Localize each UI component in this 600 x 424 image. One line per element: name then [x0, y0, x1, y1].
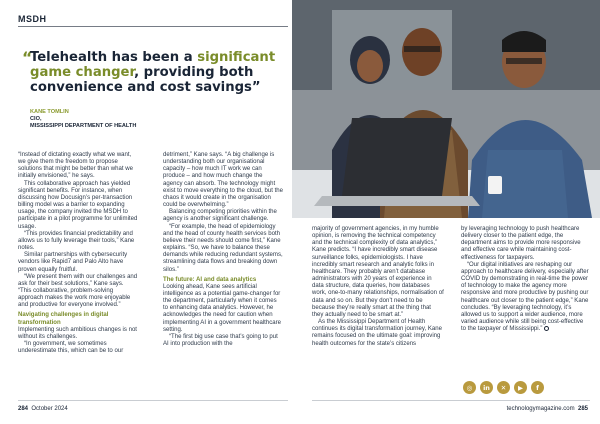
footer-rule-left [18, 400, 288, 401]
social-links [463, 381, 544, 394]
footer-left [18, 406, 68, 412]
paragraph: Implementing such ambitious changes is not without its challenges. [18, 326, 137, 340]
footer-rule-right [312, 400, 590, 401]
paragraph: “The first big use case that’s going to put AI into production with the [163, 333, 278, 348]
body-column-2 [163, 152, 283, 348]
paragraph: Balancing competing priorities within the agency is another significant challenge. [163, 209, 277, 223]
paragraph: detriment,” Kane says. “A big challenge is understanding both our organisational capacity – how much IT work we can produce – and how much change the agency can absorb. The technology might exist to move everything to the cloud, but the chaos it would create in the organisation could be overwhelming.” [163, 152, 283, 209]
quote-mark: “ [22, 48, 33, 67]
pull-quote-end: , providing both convenience and cost savings” [30, 65, 261, 96]
pull-quote-start: Telehealth has been a [30, 50, 198, 65]
section-rule [18, 26, 288, 27]
footer-right [507, 406, 588, 412]
paragraph: As the Mississippi Department of Health continues its digital transformation journey, Kane remains focused on the ultimate goal: improving health outcomes for the state’s citizens [312, 319, 442, 347]
pull-quote-highlight: significant game changer [30, 50, 276, 81]
pull-quote [30, 50, 290, 96]
page-number-left: 284 [18, 406, 29, 412]
attribution-name: KANE TOMLIN [30, 109, 69, 115]
x-icon[interactable]: ✕ [497, 381, 510, 394]
paragraph: This collaborative approach has yielded significant benefits. For instance, when discussing how Docusign’s per-transaction billing model was a barrier to expanding usage, the company invited the MSDH to participate in a pilot programme for unlimited usage. [18, 180, 138, 230]
globe-icon[interactable]: ◎ [463, 381, 476, 394]
body-column-1 [18, 152, 138, 355]
paragraph: “Our digital initiatives are reshaping our approach to healthcare delivery, especially after COVID by demonstrating in real-time the power of technology to make the agency more responsive and more productive by pushing our healthcare out closer to the patient edge,” Kane concludes. “By leveraging technology, it’s allowed us to support a wider audience, more varied audience while still being cost-effective to the taxpayer of Mississippi.” [461, 261, 589, 333]
body-column-3 [312, 226, 444, 348]
section-label: MSDH [18, 14, 47, 24]
paragraph: “For example, the head of epidemiology and the head of county health services both believe their needs should come first,” Kane explains. “So, we have to balance these demands while reducing redundant systems, streamlining data flows and breaking down silos.” [163, 223, 283, 273]
body-column-4 [461, 226, 589, 333]
facebook-icon[interactable]: f [531, 381, 544, 394]
end-of-article-icon [544, 326, 549, 331]
paragraph: majority of government agencies, in my humble opinion, is removing the technical competency and the technical complexity of data analytics,” Kane predicts. “I have incredibly smart disease surveillance folks, epidemiologists. I have incredibly smart research and analytic folks in healthcare. They probably aren’t database administrators with 20 years of experience in data structure, data queries, how databases work, one-to-many relationships, normalisation of data and so on. But they don’t need to be because they’re really smart at the thing that they actually need to be smart at.” [312, 226, 444, 318]
attribution-title: CIO, [30, 116, 42, 123]
quote-attribution [30, 109, 136, 131]
attribution-org: MISSISSIPPI DEPARTMENT OF HEALTH [30, 123, 137, 130]
feature-photo [292, 0, 600, 218]
linkedin-icon[interactable]: in [480, 381, 493, 394]
paragraph: Looking ahead, Kane sees artificial intelligence as a potential game-changer for the department, particularly when it comes to enhancing data analytics. However, he acknowledges the need for caution when implementing AI in a government healthcare setting. [163, 283, 281, 333]
subheading-challenges: Navigating challenges in digital transformation [18, 312, 109, 326]
paragraph: “In government, we sometimes underestimate this, which can be to our [18, 341, 124, 355]
site-url[interactable]: technologymagazine.com [506, 406, 575, 412]
page-number-right: 285 [577, 406, 588, 412]
subheading-future: The future: AI and data analytics [163, 276, 257, 283]
issue-date: October 2024 [31, 406, 68, 412]
paragraph: by leveraging technology to push healthcare delivery closer to the patient edge, the department aims to provide more responsive and effective care while maintaining cost-effectiveness for taxpayers. [461, 226, 581, 261]
paragraph: Similar partnerships with cybersecurity vendors like Rapid7 and Palo Alto have proven equally fruitful. [18, 252, 128, 273]
paragraph: “We present them with our challenges and ask for their best solutions,” Kane says. “This collaborative, problem-solving approach makes the work more enjoyable and productive for everyone involved.” [18, 273, 138, 309]
people-at-desk-illustration [292, 0, 600, 218]
paragraph: “This provides financial predictability and allows us to fully leverage their tools,” Kane notes. [18, 230, 135, 252]
youtube-icon[interactable]: ▶ [514, 381, 527, 394]
paragraph: “Instead of dictating exactly what we want, we give them the freedom to propose solutions that might be better than what we initially envisioned,” he says. [18, 152, 133, 180]
